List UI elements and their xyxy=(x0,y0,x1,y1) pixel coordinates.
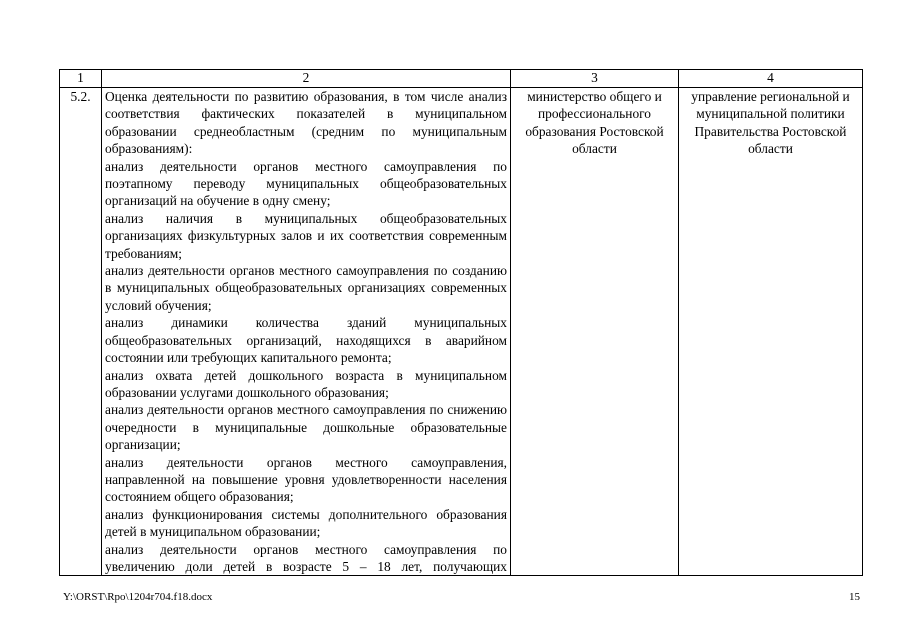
description-paragraph: анализ деятельности органов местного самоуправления по созданию в муниципальных общеобразовательных организациях современных условий обучения; xyxy=(105,263,507,313)
responsible-cell: министерство общего и профессионального образования Ростовской области xyxy=(511,88,679,576)
column-header-3: 3 xyxy=(511,70,679,88)
description-paragraph: анализ деятельности органов местного самоуправления по увеличению доли детей в возрасте 5 – 18 лет, получающих xyxy=(105,541,507,574)
document-table xyxy=(59,69,863,576)
column-header-4: 4 xyxy=(679,70,863,88)
description-paragraph: анализ динамики количества зданий муниципальных общеобразовательных организаций, находящихся в аварийном состоянии или требующих капитального ремонта; xyxy=(105,315,507,366)
description-paragraph: анализ деятельности органов местного самоуправления, направленной на повышение уровня удовлетворенности населения состоянием общего образования; xyxy=(105,454,507,505)
description-paragraph: анализ функционирования системы дополнительного образования детей в муниципальном образовании; xyxy=(105,506,507,540)
column-header-2: 2 xyxy=(102,70,511,88)
description-paragraph: анализ деятельности органов местного самоуправления по поэтапному переводу муниципальных общеобразовательных организаций на обучение в одну смену; xyxy=(105,158,507,209)
co-executor-cell: управление региональной и муниципальной политики Правительства Ростовской области xyxy=(679,88,863,576)
table-row xyxy=(60,88,863,576)
table-header-row xyxy=(60,70,863,88)
description-paragraph: Оценка деятельности по развитию образования, в том числе анализ соответствия фактических показателей в муниципальном образовании среднеобластным (средним по муниципальным образованиям): xyxy=(105,89,507,157)
description-paragraph: анализ охвата детей дошкольного возраста в муниципальном образовании услугами дошкольного образования; xyxy=(105,367,507,400)
row-number: 5.2. xyxy=(60,88,102,576)
footer-file-path: Y:\ORST\Rpo\1204r704.f18.docx xyxy=(63,591,213,603)
description-paragraph: анализ деятельности органов местного самоуправления по снижению очередности в муниципальные дошкольные образовательные организации; xyxy=(105,402,507,453)
description-paragraph: анализ наличия в муниципальных общеобразовательных организациях физкультурных залов и их соответствия современным требованиям; xyxy=(105,210,507,261)
page-number: 15 xyxy=(849,591,860,603)
row-description-cell xyxy=(102,88,511,576)
column-header-1: 1 xyxy=(60,70,102,88)
